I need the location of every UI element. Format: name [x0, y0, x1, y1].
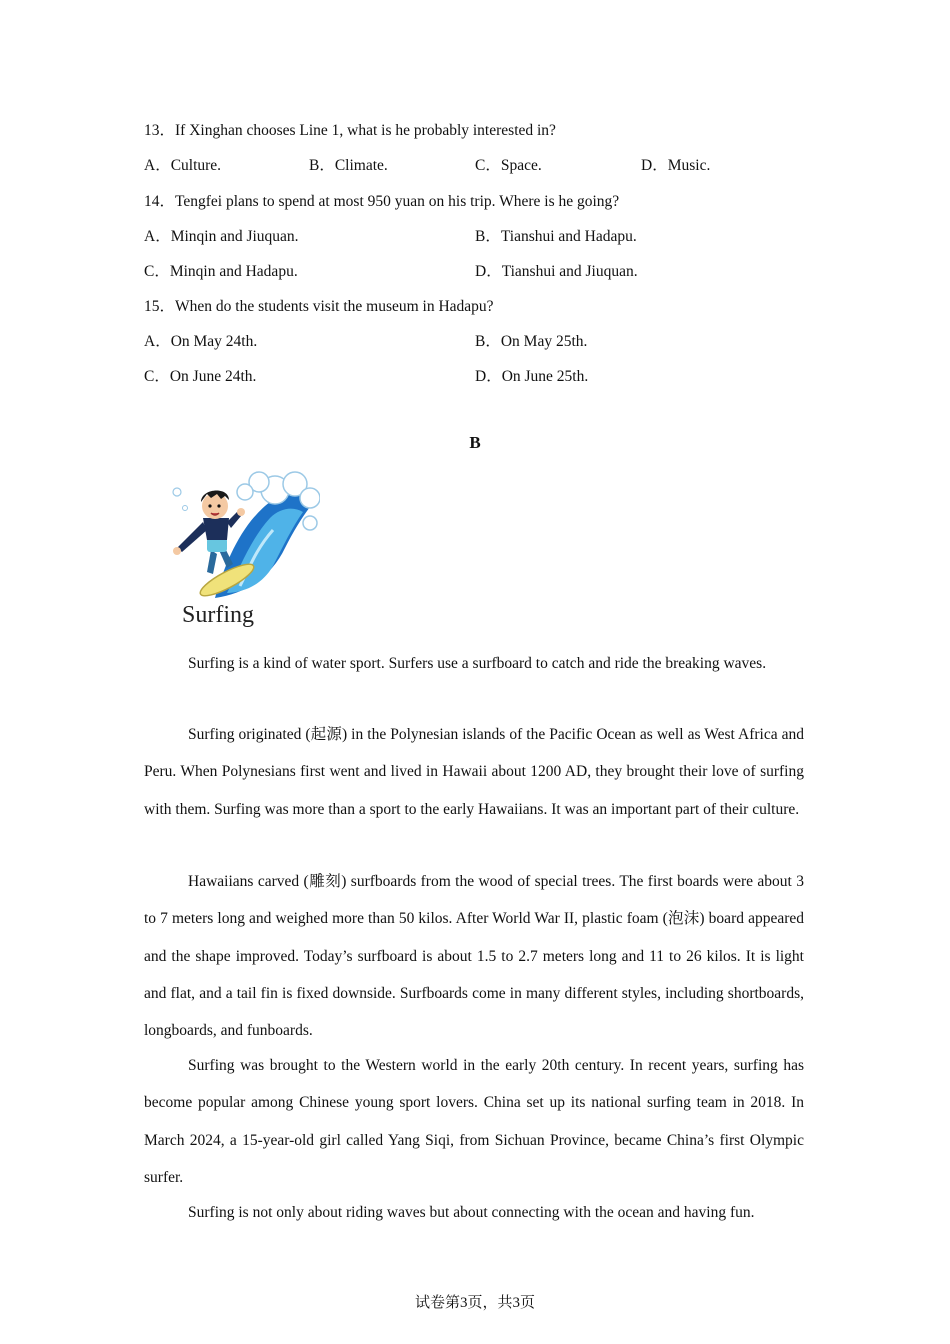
- q13-option-b: B．Climate.: [309, 157, 388, 174]
- page-footer: 试卷第3页，共3页: [414, 1295, 535, 1311]
- q13-option-a: A．Culture.: [144, 157, 222, 174]
- surfer-wave-icon: [155, 468, 320, 608]
- paragraph-2: Surfing originated (起源) in the Polynesian islands of the Pacific Ocean as well as West Africa and Peru. When Polynesians first went and lived in Hawaii about 1200 AD, they brought their love of surfing with them. Surfing was more than a sport to the early Hawaiians. It was an important part of their culture.: [144, 726, 804, 818]
- paragraph-3: Hawaiians carved (雕刻) surfboards from the wood of special trees. The first boards were about 3 to 7 meters long and weighed more than 50 kilos. After World War II, plastic foam (泡沫) board appeared and the shape improved. Today’s surfboard is about 1.5 to 2.7 meters long and 11 to 26 kilos. It is light and flat, and a tail fin is fixed downside. Surfboards come in many different styles, including shortboards, longboards, and funboards.: [144, 873, 804, 1040]
- q15-option-b: B．On May 25th.: [475, 333, 588, 350]
- surfing-illustration: [155, 468, 320, 636]
- illustration-caption: Surfing: [182, 602, 254, 628]
- q15-option-c: C．On June 24th.: [144, 368, 257, 385]
- q15-option-a: A．On May 24th.: [144, 333, 258, 350]
- q13-option-d: D．Music.: [641, 157, 711, 174]
- section-title: B: [469, 433, 481, 452]
- question-13-stem: 13．If Xinghan chooses Line 1, what is he probably interested in?: [144, 122, 556, 139]
- q14-option-b: B．Tianshui and Hadapu.: [475, 228, 637, 245]
- q14-option-c: C．Minqin and Hadapu.: [144, 263, 298, 280]
- question-14-stem: 14．Tengfei plans to spend at most 950 yuan on his trip. Where is he going?: [144, 193, 620, 210]
- q13-option-c: C．Space.: [475, 157, 542, 174]
- q15-option-d: D．On June 25th.: [475, 368, 589, 385]
- question-15-stem: 15．When do the students visit the museum in Hadapu?: [144, 298, 494, 315]
- q14-option-d: D．Tianshui and Jiuquan.: [475, 263, 638, 280]
- paragraph-4: Surfing was brought to the Western world in the early 20th century. In recent years, surfing has become popular among Chinese young sport lovers. China set up its national surfing team in 2018. In March 2024, a 15-year-old girl called Yang Siqi, from Sichuan Province, became China’s first Olympic surfer.: [144, 1057, 804, 1186]
- paragraph-5: Surfing is not only about riding waves but about connecting with the ocean and having fun.: [188, 1204, 755, 1221]
- paragraph-1: Surfing is a kind of water sport. Surfers use a surfboard to catch and ride the breaking waves.: [188, 655, 767, 672]
- q14-option-a: A．Minqin and Jiuquan.: [144, 228, 299, 245]
